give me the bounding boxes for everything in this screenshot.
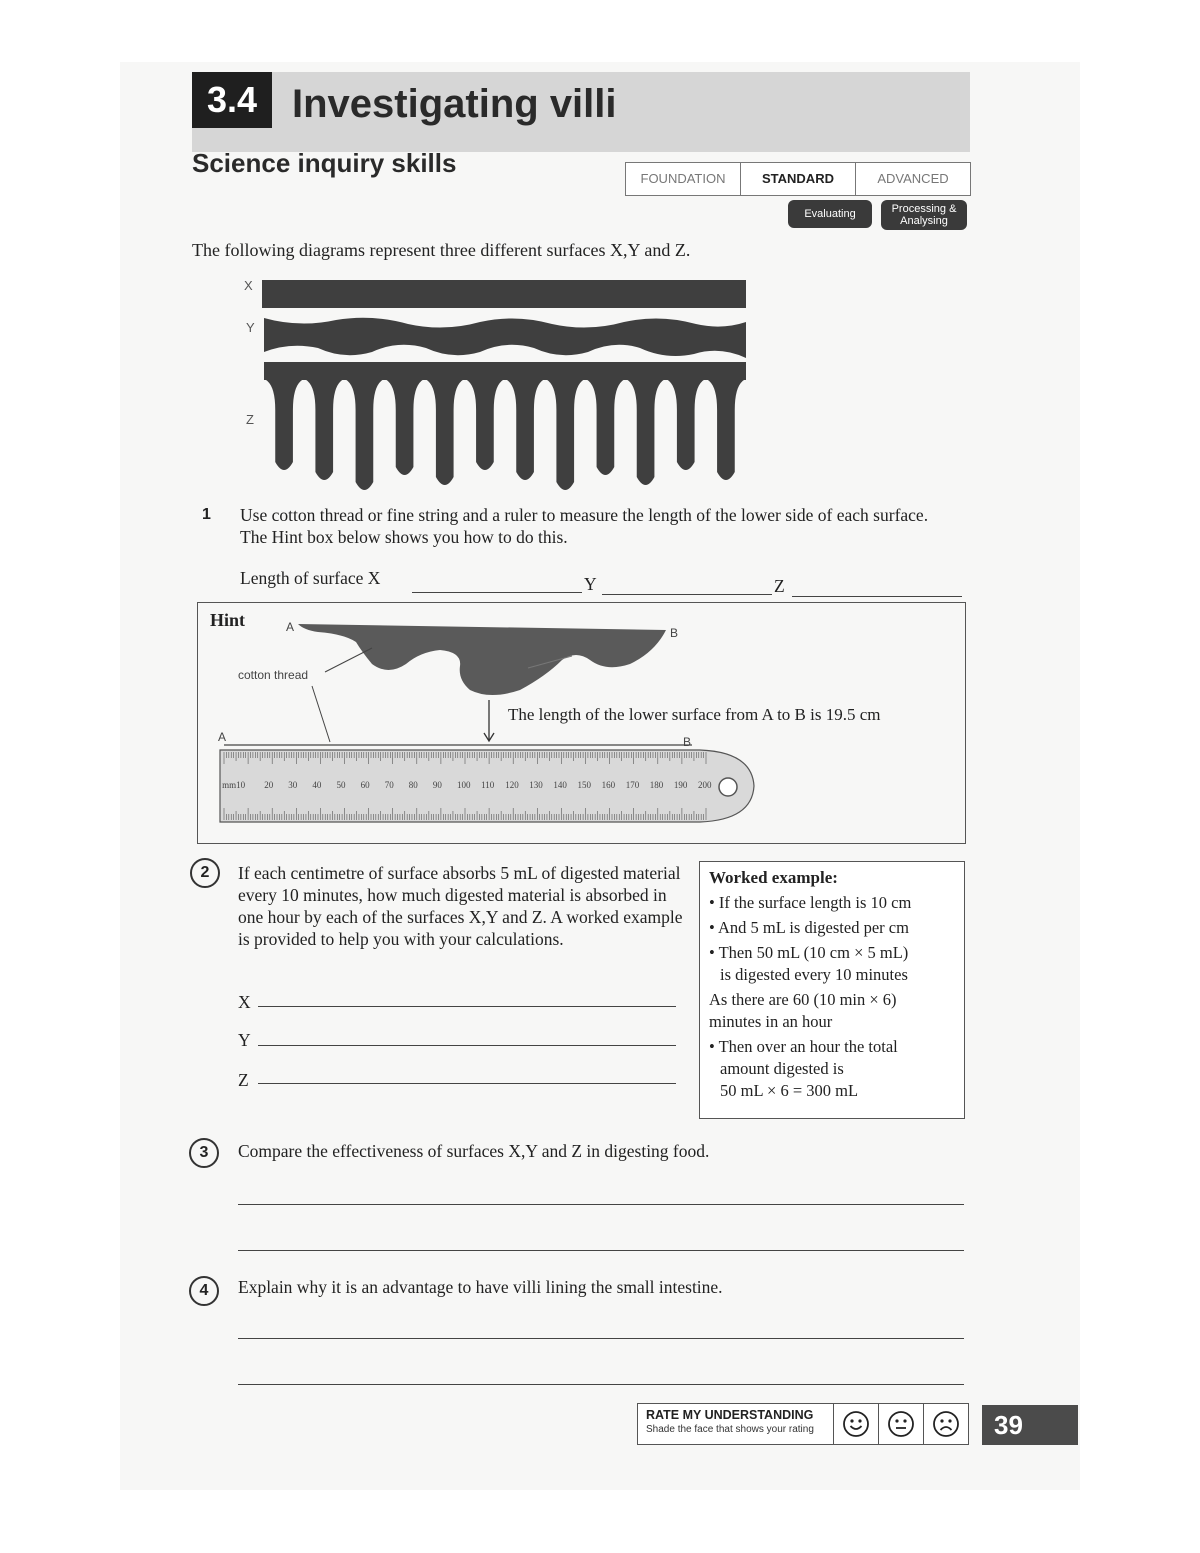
question-2-number: 2 [190,858,220,888]
pointer-line-2 [312,686,330,742]
length-z-label: Z [774,576,785,596]
happy-face-icon[interactable] [834,1404,879,1444]
worked-line-1: • If the surface length is 10 cm [709,893,912,912]
question-2-text: If each centimetre of surface absorbs 5 mL of digested material every 10 minutes, how much digested material is absorbed in one hour by each of the surfaces X,Y and Z. A worked example is provided to help you with your calculations. [238,863,683,949]
worked-example-box [699,861,965,1119]
worked-line-3a: • Then 50 mL (10 cm × 5 mL) [709,943,909,962]
worked-example-title: Worked example: [709,868,838,887]
intro-text: The following diagrams represent three different surfaces X,Y and Z. [192,240,691,260]
q2-x-label: X [238,992,251,1012]
q4-answer-line-1[interactable] [238,1338,964,1339]
ruler-label: 60 [360,780,370,790]
level-advanced: ADVANCED [877,171,949,186]
ruler-label: 90 [432,780,442,790]
ruler-label: 110 [481,780,495,790]
ruler-label: 170 [625,780,640,790]
skill-badge-processing: Processing & Analysing [881,200,967,230]
hint-label-b-top: B [670,626,679,640]
ruler-label: 120 [505,780,519,790]
ruler-label: mm10 [222,780,246,790]
hint-label-a-ruler: A [218,730,227,744]
ruler-label: 190 [673,780,688,790]
worked-line-5c: 50 mL × 6 = 300 mL [720,1081,859,1100]
hint-label-a-top: A [286,620,295,634]
ruler-hole [719,778,737,796]
ruler-label: 50 [336,780,346,790]
page-title: Investigating villi [292,82,617,126]
cotton-thread-label: cotton thread [238,668,309,682]
q4-answer-line-2[interactable] [238,1384,964,1385]
length-x-label: Length of surface X [240,568,381,588]
ruler-label: 130 [529,780,543,790]
q2-y-label: Y [238,1030,251,1050]
q2-z-label: Z [238,1070,249,1090]
question-1-text: Use cotton thread or fine string and a ruler to measure the length of the lower side of each surface. The Hint box below shows you how to do this. [240,505,929,547]
ruler-label: 70 [384,780,394,790]
question-3-number: 3 [189,1138,219,1168]
length-y-label: Y [584,574,597,594]
question-4-text: Explain why it is an advantage to have villi lining the small intestine. [238,1277,723,1297]
q2-z-answer[interactable] [258,1083,676,1084]
q3-answer-line-2[interactable] [238,1250,964,1251]
page-subtitle: Science inquiry skills [192,148,457,178]
hint-label-b-ruler: B [683,735,692,749]
section-number: 3.4 [192,72,272,128]
skill-badge-evaluating: Evaluating [788,200,872,228]
hint-length-text: The length of the lower surface from A to B is 19.5 cm [508,705,881,724]
ruler-label: 180 [649,780,664,790]
worked-line-4a: As there are 60 (10 min × 6) [709,990,897,1009]
surface-x-label: X [244,278,253,293]
ruler-label: 30 [288,780,298,790]
ruler-label: 160 [601,780,616,790]
sad-face-icon[interactable] [924,1404,968,1444]
q2-x-answer[interactable] [258,1006,676,1007]
ruler-label: 40 [312,780,322,790]
level-foundation: FOUNDATION [626,163,741,195]
pointer-line-1 [325,648,372,672]
worked-line-4b: minutes in an hour [709,1012,833,1031]
surface-y-label: Y [246,320,255,335]
worked-line-5b: amount digested is [720,1059,844,1078]
rating-title: RATE MY UNDERSTANDING [646,1408,814,1422]
q3-answer-line-1[interactable] [238,1204,964,1205]
ruler-label: 140 [553,780,567,790]
page-number: 39 [982,1405,1078,1445]
question-1-number: 1 [202,506,211,523]
question-3-text: Compare the effectiveness of surfaces X,Y and Z in digesting food. [238,1141,710,1161]
ruler-label: 150 [577,780,591,790]
worked-line-5a: • Then over an hour the total [709,1037,898,1056]
rating-text [638,1404,834,1444]
rate-my-understanding [637,1403,969,1445]
neutral-face-icon[interactable] [879,1404,924,1444]
rating-subtitle: Shade the face that shows your rating [646,1424,814,1435]
level-standard: STANDARD [741,163,856,195]
question-4-number: 4 [189,1276,219,1306]
ruler-label: 20 [264,780,274,790]
surface-z-label: Z [246,412,254,427]
hint-title: Hint [210,610,246,630]
surface-shape [298,624,666,695]
worked-line-3b: is digested every 10 minutes [720,965,908,984]
worked-line-2: • And 5 mL is digested per cm [709,918,909,937]
q2-y-answer[interactable] [258,1045,676,1046]
ruler-label: 200 [698,780,712,790]
ruler-label: 80 [408,780,418,790]
ruler-label: 100 [457,780,471,790]
